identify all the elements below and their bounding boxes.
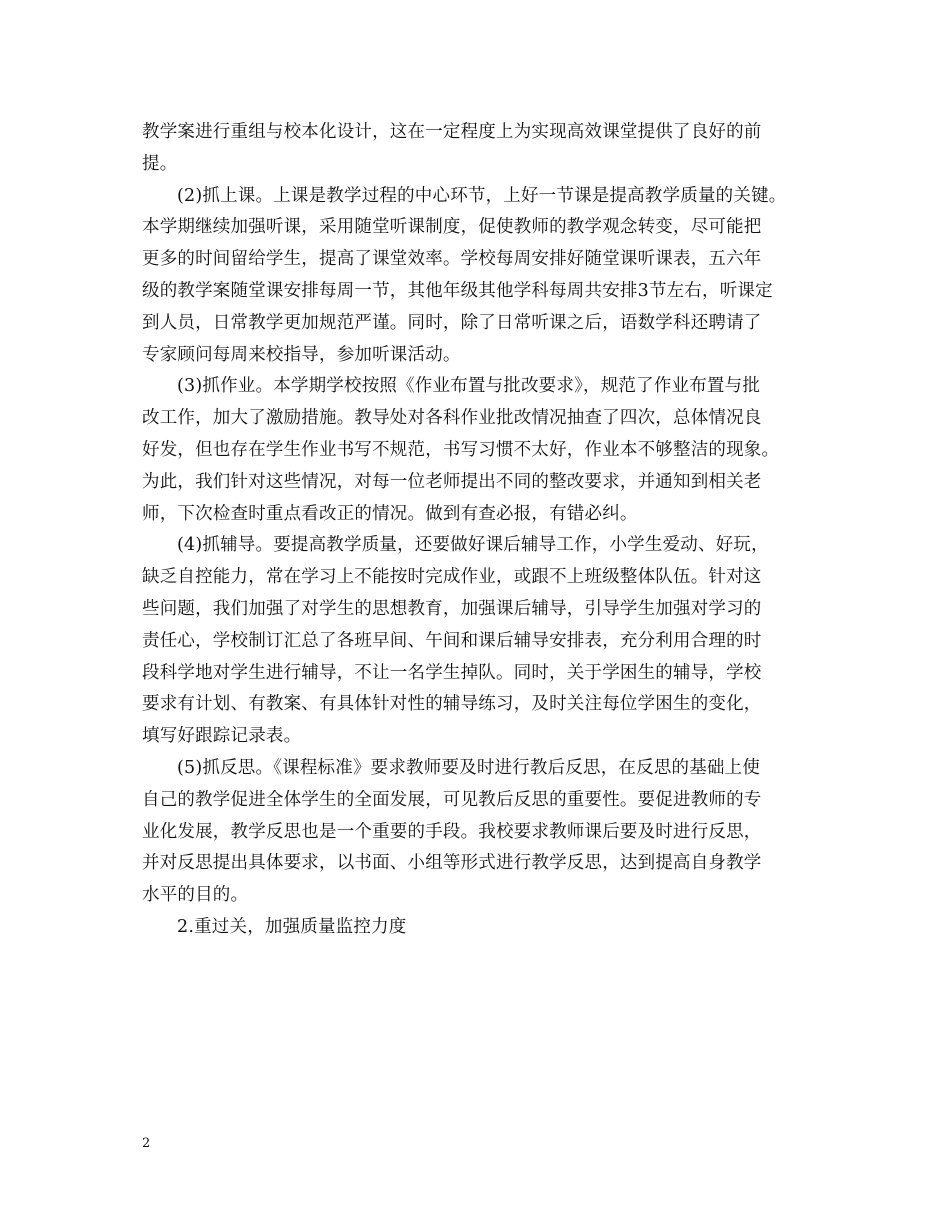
text-line: 提。 — [142, 153, 178, 174]
text-line: 更多的时间留给学生，提高了课堂效率。学校每周安排好随堂课听课表，五六年 — [142, 249, 762, 270]
text-line: 填写好跟踪记录表。 — [142, 726, 302, 747]
text-line: 些问题，我们加强了对学生的思想教育，加强课后辅导，引导学生加强对学习的 — [142, 598, 762, 619]
text-line: 并对反思提出具体要求，以书面、小组等形式进行教学反思，达到提高自身教学 — [142, 853, 762, 874]
text-line: 缺乏自控能力，常在学习上不能按时完成作业，或跟不上班级整体队伍。针对这 — [142, 567, 762, 588]
text-line: 级的教学案随堂课安排每周一节，其他年级其他学科每周共安排3节左右，听课定 — [142, 280, 773, 301]
text-line: 业化发展，教学反思也是一个重要的手段。我校要求教师课后要及时进行反思， — [142, 821, 762, 842]
text-line: 为此，我们针对这些情况，对每一位老师提出不同的整改要求，并通知到相关老 — [142, 471, 762, 492]
page-number: 2 — [142, 1136, 151, 1151]
text-line: (3)抓作业。本学期学校按照《作业布置与批改要求》，规范了作业布置与批 — [177, 376, 761, 397]
text-line: 水平的目的。 — [142, 885, 249, 906]
text-line: 段科学地对学生进行辅导，不让一名学生掉队。同时，关于学困生的辅导，学校 — [142, 662, 762, 683]
text-line: 责任心，学校制订汇总了各班早间、午间和课后辅导安排表，充分利用合理的时 — [142, 630, 762, 651]
body-text — [142, 117, 822, 944]
text-line: 要求有计划、有教案、有具体针对性的辅导练习，及时关注每位学困生的变化， — [142, 694, 762, 715]
text-line: (5)抓反思。《课程标准》要求教师要及时进行教后反思，在反思的基础上使 — [177, 757, 761, 778]
text-line: 本学期继续加强听课，采用随堂听课制度，促使教师的教学观念转变，尽可能把 — [142, 217, 762, 238]
text-line: 好发，但也存在学生作业书写不规范，书写习惯不太好，作业本不够整洁的现象。 — [142, 439, 780, 460]
text-line: 改工作，加大了激励措施。教导处对各科作业批改情况抽查了四次，总体情况良 — [142, 408, 762, 429]
text-line: 专家顾问每周来校指导，参加听课活动。 — [142, 344, 461, 365]
text-line: 教学案进行重组与校本化设计，这在一定程度上为实现高效课堂提供了良好的前 — [142, 122, 762, 142]
text-line: (4)抓辅导。要提高教学质量，还要做好课后辅导工作，小学生爱动、好玩， — [177, 535, 769, 556]
text-line: 自己的教学促进全体学生的全面发展，可见教后反思的重要性。要促进教师的专 — [142, 789, 762, 810]
text-line: 师，下次检查时重点看改正的情况。做到有查必报，有错必纠。 — [142, 503, 638, 524]
text-line: 2.重过关，加强质量监控力度 — [177, 916, 407, 937]
text-line: 到人员，日常教学更加规范严谨。同时，除了日常听课之后，语数学科还聘请了 — [142, 312, 762, 333]
text-line: (2)抓上课。上课是教学过程的中心环节，上好一节课是提高教学质量的关键。 — [177, 185, 787, 206]
